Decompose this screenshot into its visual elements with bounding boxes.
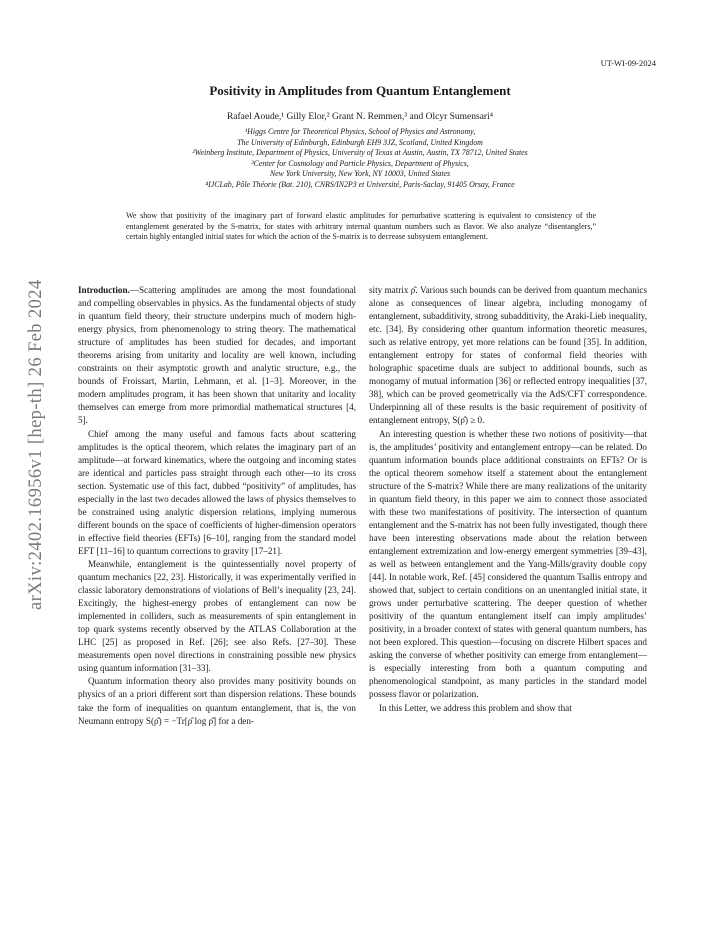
section-lead: Introduction. [78,285,130,295]
affiliation-line: ⁴IJCLab, Pôle Théorie (Bat. 210), CNRS/IN2P3 et Université, Paris-Saclay, 91405 Orsay, France [205,179,515,189]
arxiv-identifier: arXiv:2402.16956v1 [hep-th] 26 Feb 2024 [26,279,46,610]
right-column [369,284,647,715]
affiliations [0,127,720,190]
author-list: Rafael Aoude,¹ Gilly Elor,² Grant N. Remmen,³ and Olcyr Sumensari⁴ [226,112,494,122]
intro-paragraph [78,284,356,428]
body-paragraph: Meanwhile, entanglement is the quintessentially novel property of quantum mechanics [22, 23]. Historically, it was experimentally verified in classic laboratory demonstrations of violations of Bell’s inequality [23, 24]. Excitingly, the highest-energy probes of entanglement can now be implemented in colliders, such as measurements of spin entanglement in top quark systems recently observed by the ATLAS Collaboration at the LHC [25] as proposed in Ref. [26]; see also Refs. [27–30]. These measurements open novel directions in constraining possible new physics using quantum information [31–33]. [78,558,356,674]
affiliation-line: ³Center for Cosmology and Particle Physics, Department of Physics, [251,158,469,168]
left-column [78,284,356,728]
body-paragraph: Quantum information theory also provides many positivity bounds on physics of an a priori different sort than dispersion relations. These bounds take the form of inequalities on quantum entanglement, that is, the von Neumann entropy S(ρ̂) = −Tr[ρ̂ log ρ̂] for a den- [78,676,356,726]
affiliation-line: ²Weinberg Institute, Department of Physics, University of Texas at Austin, Austin, TX 78712, United States [192,148,528,157]
body-paragraph: Chief among the many useful and famous facts about scattering amplitudes is the optical theorem, which relates the imaginary part of an amplitude—at forward kinematics, where the outgoing and incoming states are identical and particles pass straight through each other—to its cross section. Systematic use of this fact, dubbed “positivity” of amplitudes, has especially in the last two decades allowed the laws of physics themselves to be constrained using analytic dispersion relations, implying numerous different bounds on the space of coefficients of higher-dimension operators in effective field theories (EFTs) [6–10], ranging from the standard model EFT [11–16] to quantum corrections to gravity [17–21]. [78,428,356,556]
paragraph-text: —Scattering amplitudes are among the most foundational and compelling observables in physics. As the fundamental objects of study in quantum field theory, their structure underpins much of modern high-energy physics, from phenomenology to string theory. The mathematical structure of amplitudes has been studied for decades, and important theorems arising from unitarity and locality are well known, including constraints on their asymptotic growth and analytic structure, e.g., the bounds of Froissart, Martin, Lehmann, et al. [1–3]. Moreover, in the modern amplitudes program, it has been shown that unitarity and locality themselves can emerge from more primordial mathematical structures [4, 5]. [78,285,356,426]
body-paragraph: In this Letter, we address this problem and show that [379,702,572,713]
affiliation-line: ¹Higgs Centre for Theoretical Physics, School of Physics and Astronomy, [244,127,476,136]
paper-title: Positivity in Amplitudes from Quantum Entanglement [209,83,511,98]
abstract: We show that positivity of the imaginary part of forward elastic amplitudes for perturbative scattering is equivalent to consistency of the entanglement generated by the S-matrix, for states with arbitrary internal quantum numbers such as flavor. We also analyze “disentanglers,” certain highly entangled initial states for which the action of the S-matrix is to decrease subsystem entanglement. [126,211,596,242]
affiliation-line: New York University, New York, NY 10003, United States [269,169,451,178]
body-paragraph: sity matrix ρ̂. Various such bounds can be derived from quantum mechanics alone as consequences of linear algebra, including monogamy of entanglement, subadditivity, strong subadditivity, the Araki-Lieb inequality, etc. [34]. By considering other quantum information theoretic measures, such as relative entropy, yet more relations can be found [35]. In addition, entanglement entropy for states of conformal field theories with holographic spacetime duals are subject to additional bounds, such as monogamy of mutual information [36] or reflected entropy inequalities [37, 38], which can be proved geometrically via the AdS/CFT correspondence. Underpinning all of these results is the basic requirement of positivity of entanglement entropy, S(ρ̂) ≥ 0. [369,285,647,426]
body-paragraph: An interesting question is whether these two notions of positivity—that is, the amplitudes’ positivity and entanglement entropy—can be related. Do quantum information bounds place additional constraints on EFTs? Or is the optical theorem somehow itself a statement about the entanglement structure of the S-matrix? While there are many realizations of the unitarity in quantum field theory, in this paper we aim to connect those associated with these two manifestations of positivity. The intersection of quantum entanglement and the S-matrix has not been fully investigated, though there have been interesting observations made about the relation between entanglement extremization and low-energy emergent symmetries [39–43], as well as between entanglement and the Yang-Mills/gravity double copy [44]. In notable work, Ref. [45] considered the quantum Tsallis entropy and showed that, subject to certain conditions on an unentangled initial state, it grows under perturbative scattering. The deeper question of whether positivity of the quantum entanglement itself can imply amplitudes’ positivity, in a broader context of states with general quantum numbers, has not been explored. This question—focusing on discrete Hilbert spaces and asking the converse of whether positivity can emerge from entanglement—is especially interesting from both a quantum computing and phenomenological standpoint, as many particles in the standard model possess flavor or polarization. [369,428,647,700]
report-number: UT-WI-09-2024 [600,58,656,68]
affiliation-line: The University of Edinburgh, Edinburgh EH9 3JZ, Scotland, United Kingdom [237,137,483,147]
